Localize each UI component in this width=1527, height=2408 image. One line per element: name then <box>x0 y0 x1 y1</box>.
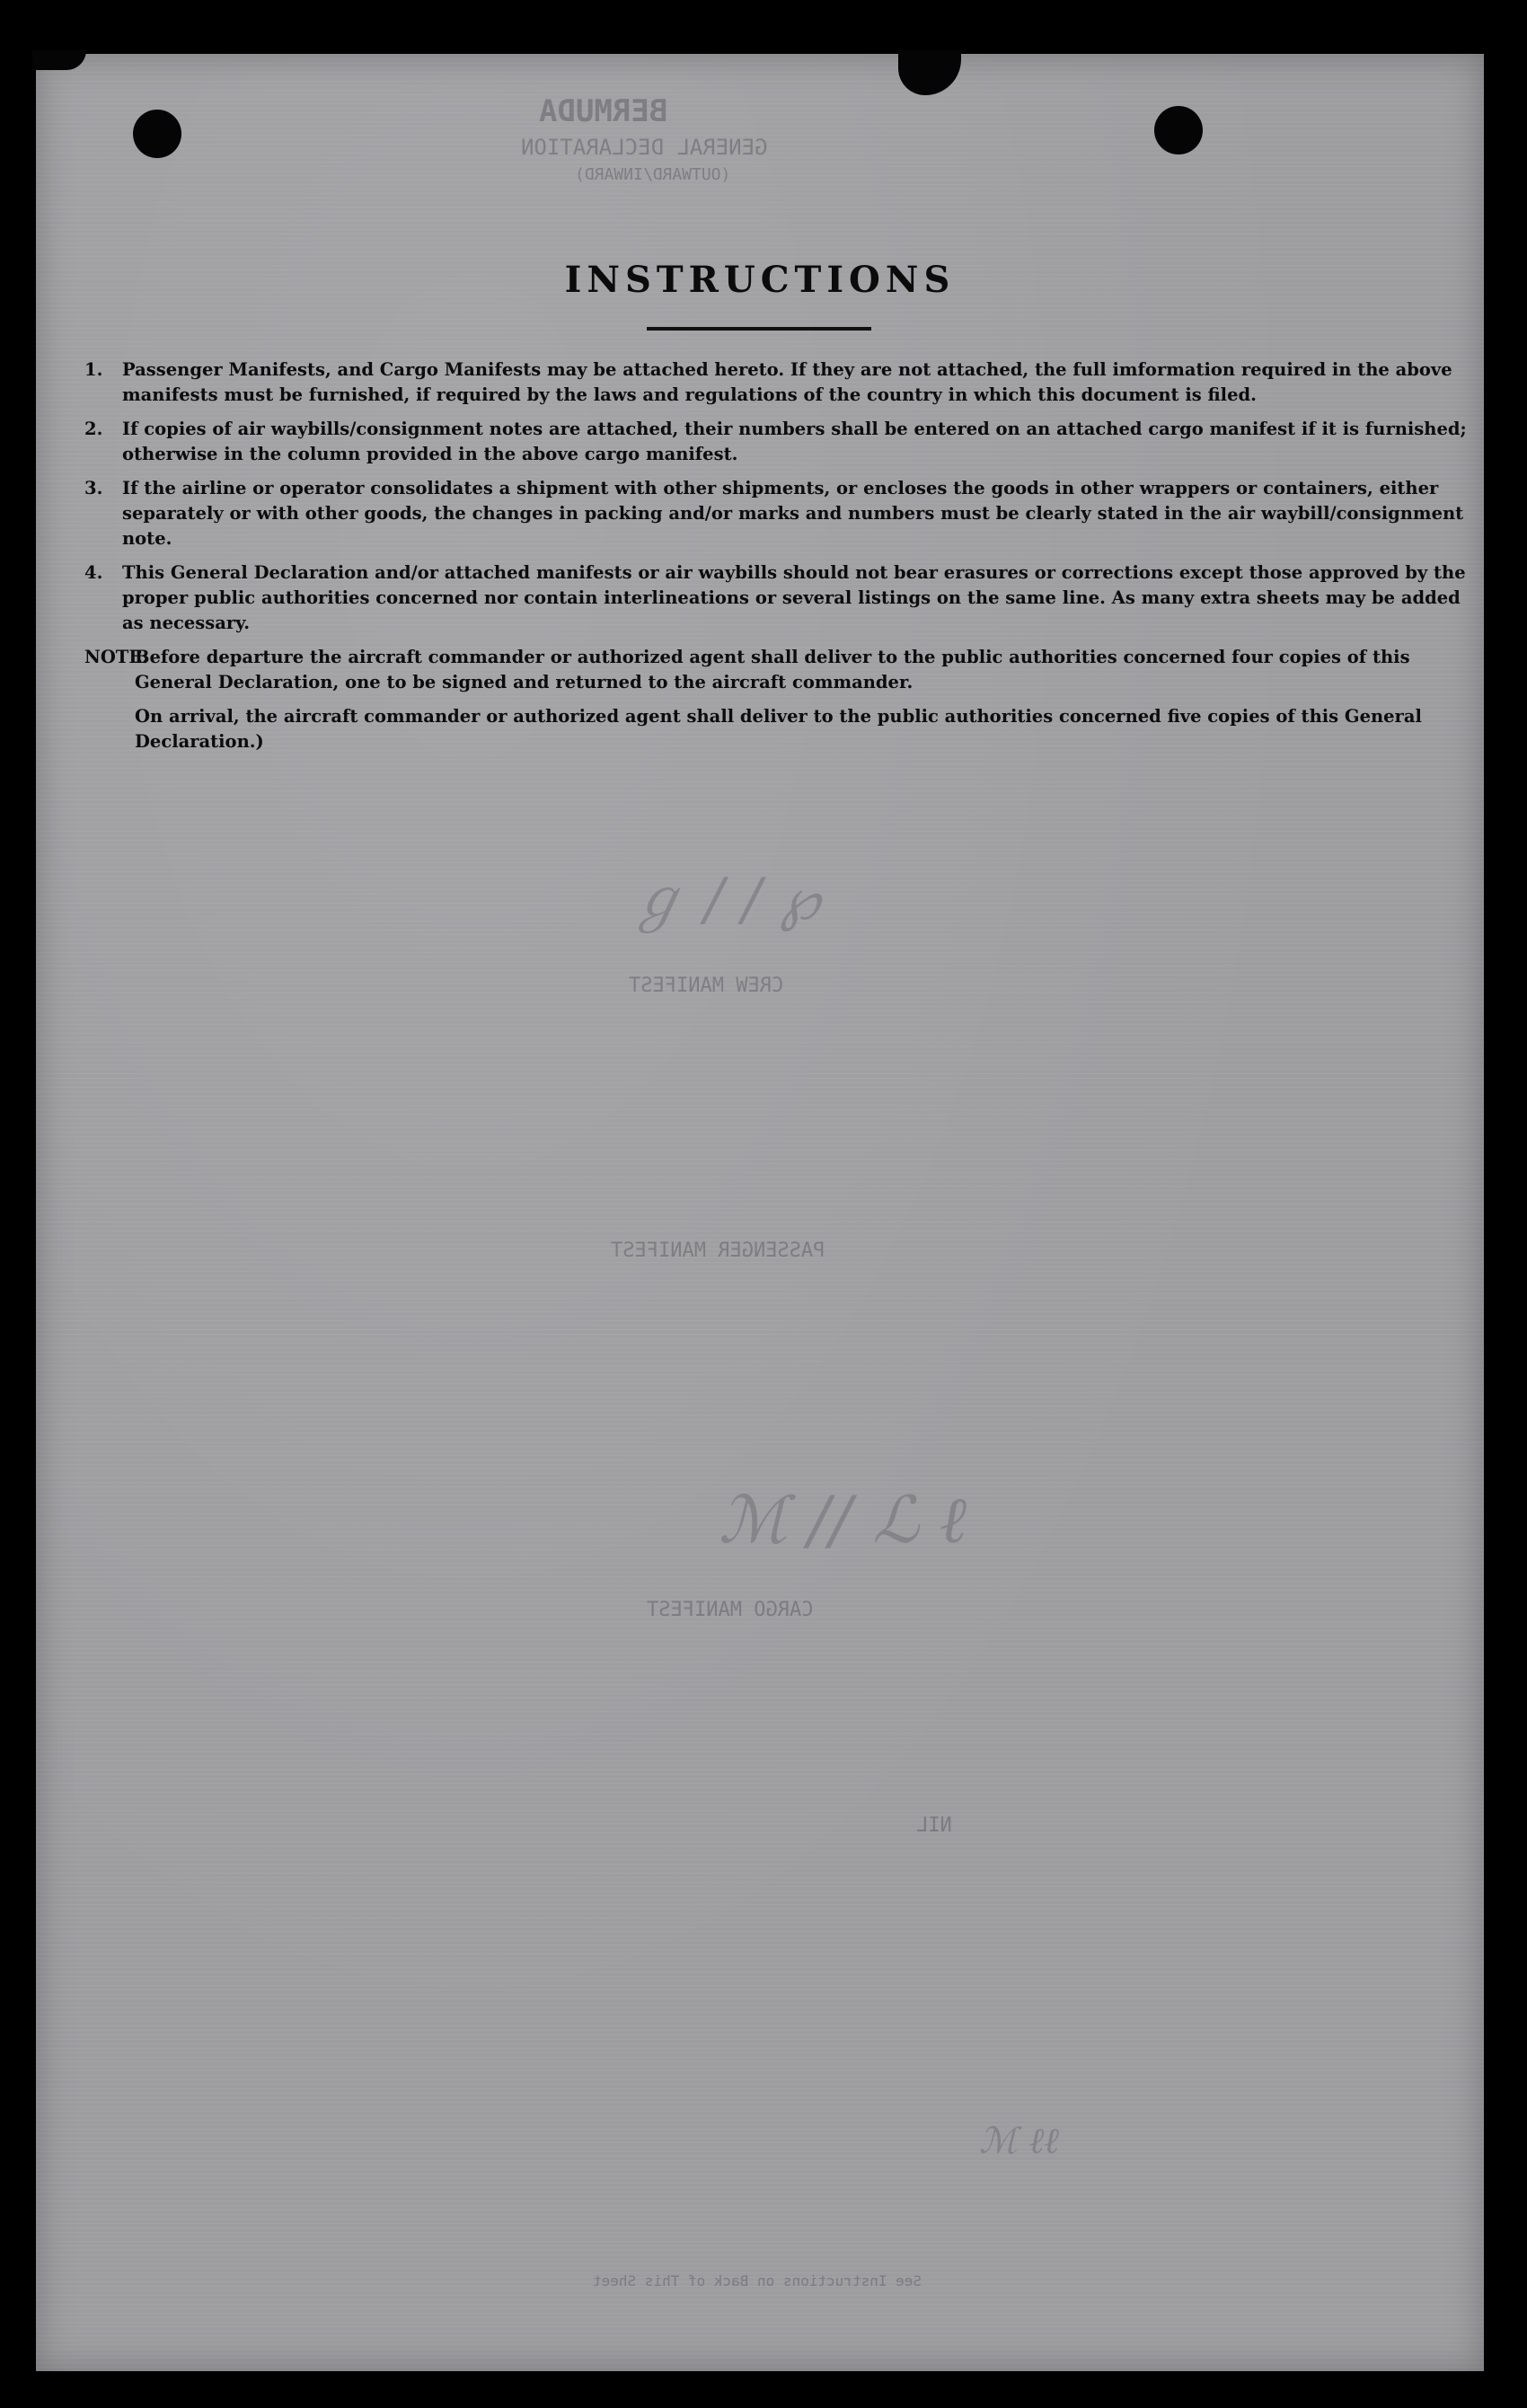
bleed-through-handwriting-3: ℳ ℓℓ <box>979 2121 1059 2162</box>
bleed-through-footer: See Instructions on Back of This Sheet <box>593 2272 922 2289</box>
item-number: 1. <box>84 359 103 380</box>
page-title: INSTRUCTIONS <box>564 259 956 301</box>
note-label: NOTE: <box>84 647 149 667</box>
torn-edge <box>898 50 961 95</box>
bleed-through-cargo: CARGO MANIFEST <box>647 1599 814 1621</box>
list-item <box>84 417 1475 467</box>
item-text: If copies of air waybills/consignment notes are attached, their numbers shall be entered on an attached cargo manifest if it is furnished; otherwise in the column provided in the above cargo manifest. <box>122 419 1467 464</box>
list-item <box>84 357 1475 408</box>
torn-edge-left <box>32 50 86 70</box>
bleed-through-handwriting: ℊ ∕ ∕ ℘ <box>629 867 820 933</box>
punch-hole-right <box>1154 106 1203 154</box>
item-number: 3. <box>84 478 103 498</box>
item-text: If the airline or operator consolidates a shipment with other shipments, or encloses the goods in other wrappers or containers, either separately or with other goods, the changes in packing and/or marks and numbers must be clearly stated in the air waybill/consignment note. <box>122 478 1464 549</box>
bleed-through-subheader: GENERAL DECLARATION <box>521 135 768 160</box>
punch-hole-left <box>133 110 181 158</box>
bleed-through-subheader-2: (OUTWARD/INWARD) <box>575 165 731 184</box>
note-text-arrival: On arrival, the aircraft commander or authorized agent shall deliver to the public authorities concerned five copies of this General Declaration.) <box>135 706 1422 752</box>
note-text: Before departure the aircraft commander or authorized agent shall deliver to the public authorities concerned four copies of this General Declaration, one to be signed and returned to the aircraft commander. <box>135 647 1410 692</box>
title-underline <box>647 327 871 331</box>
bleed-through-crew: CREW MANIFEST <box>629 975 784 997</box>
list-item <box>84 560 1475 636</box>
item-number: 4. <box>84 562 103 583</box>
bleed-through-nil: NIL <box>916 1814 952 1837</box>
item-text: This General Declaration and/or attached manifests or air waybills should not bear erasures or corrections except those approved by the proper public authorities concerned nor contain interlineations or several listings on the same line. As many extra sheets may be added as necessary. <box>122 562 1466 633</box>
bleed-through-header: BERMUDA <box>539 93 668 129</box>
list-item <box>84 476 1475 551</box>
bleed-through-passenger: PASSENGER MANIFEST <box>611 1239 825 1262</box>
bleed-through-handwriting-2: ℳ ∕∕ ℒ ℓ <box>719 1482 967 1557</box>
item-text: Passenger Manifests, and Cargo Manifests may be attached hereto. If they are not attached, the full imformation required in the above manifests must be furnished, if required by the laws and regulations of the country in which this document is filed. <box>122 359 1452 405</box>
note-block <box>84 645 1475 695</box>
item-number: 2. <box>84 419 103 439</box>
instructions-list <box>84 357 1475 754</box>
document-page <box>36 54 1484 2371</box>
